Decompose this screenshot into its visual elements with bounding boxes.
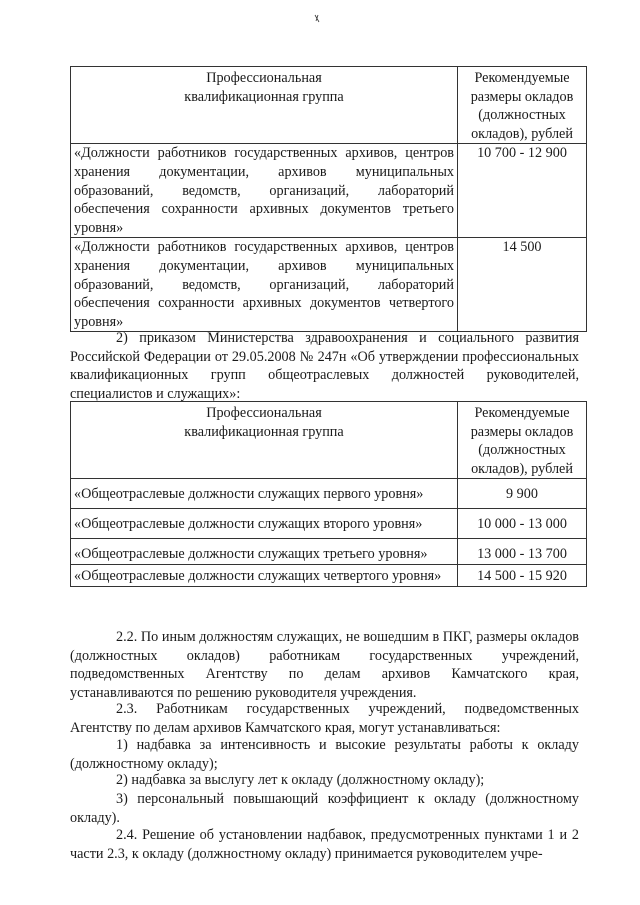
row-group-name: «Общеотраслевые должности служащих третьего уровня» (71, 539, 458, 565)
table-header-row (71, 402, 587, 479)
header-qualification-group (71, 67, 458, 144)
row-group-name: «Должности работников государственных архивов, центров хранения документации, архивов муниципальных образований, ведомств, организаций, лабораторий обеспечения сохранности архивных документов четвертого уровня» (71, 238, 458, 332)
header-sizes-line-1: Рекомендуемые (474, 70, 570, 86)
header-sizes-line-4: окладов), рублей (471, 460, 573, 477)
table-row (71, 479, 587, 509)
table-row (71, 144, 587, 238)
table-row (71, 564, 587, 586)
header-sizes-line-4: окладов), рублей (471, 125, 573, 142)
header-sizes-line-2: размеры окладов (470, 423, 574, 440)
list-item-1: 1) надбавка за интенсивность и высокие результаты работы к окладу (должностному окладу); (70, 737, 579, 772)
row-group-name: «Общеотраслевые должности служащих второго уровня» (71, 509, 458, 539)
top-scan-mark (314, 14, 320, 23)
row-salary-value: 9 900 (458, 479, 587, 509)
list-item-2: 2) надбавка за выслугу лет к окладу (должностному окладу); (116, 772, 485, 788)
header-recommended-sizes (458, 67, 587, 144)
header-group-line-2: квалификационная группа (184, 423, 344, 440)
row-salary-value: 14 500 - 15 920 (458, 564, 587, 586)
paragraph-2-4: 2.4. Решение об установлении надбавок, предусмотренных пунктами 1 и 2 части 2.3, к окладу (должностному окладу) принимается руководителем учре- (70, 827, 579, 862)
paragraph-order-247n: 2) приказом Министерства здравоохранения и социального развития Российской Федерации от 29.05.2008 № 247н «Об утверждении профессиональных квалификационных групп общеотраслевых должностей руководителей, специалистов и служащих»: (70, 330, 579, 402)
paragraph-2-2: 2.2. По иным должностям служащих, не вошедшим в ПКГ, размеры окладов (должностных окладов) работникам государственных учреждений, подведомственных Агентству по делам архивов Камчатского края, устанавливаются по решению руководителя учреждения. (70, 629, 579, 701)
table-header-row (71, 67, 587, 144)
header-group-line-1: Профессиональная (206, 405, 322, 421)
row-salary-value: 10 000 - 13 000 (458, 509, 587, 539)
row-group-name: «Общеотраслевые должности служащих четвертого уровня» (71, 564, 458, 586)
header-group-line-1: Профессиональная (206, 70, 322, 86)
table-row (71, 509, 587, 539)
salary-table-general (70, 401, 587, 587)
header-sizes-line-2: размеры окладов (470, 88, 574, 105)
row-group-name: «Общеотраслевые должности служащих первого уровня» (71, 479, 458, 509)
row-salary-value: 13 000 - 13 700 (458, 539, 587, 565)
row-salary-value: 10 700 - 12 900 (458, 144, 587, 238)
row-group-name: «Должности работников государственных архивов, центров хранения документации, архивов муниципальных образований, ведомств, организаций, лабораторий обеспечения сохранности архивных документов третьего уровня» (71, 144, 458, 238)
header-sizes-line-3: (должностных (478, 107, 566, 124)
header-recommended-sizes (458, 402, 587, 479)
salary-table-archives (70, 66, 587, 332)
table-row (71, 238, 587, 332)
header-sizes-line-3: (должностных (478, 442, 566, 459)
row-salary-value: 14 500 (458, 238, 587, 332)
table-row (71, 539, 587, 565)
header-group-line-2: квалификационная группа (184, 88, 344, 105)
header-qualification-group (71, 402, 458, 479)
paragraph-2-3: 2.3. Работникам государственных учреждений, подведомственных Агентству по делам архивов Камчатского края, могут устанавливаться: (70, 701, 579, 736)
list-item-3: 3) персональный повышающий коэффициент к окладу (должностному окладу). (70, 791, 579, 826)
header-sizes-line-1: Рекомендуемые (474, 405, 570, 421)
